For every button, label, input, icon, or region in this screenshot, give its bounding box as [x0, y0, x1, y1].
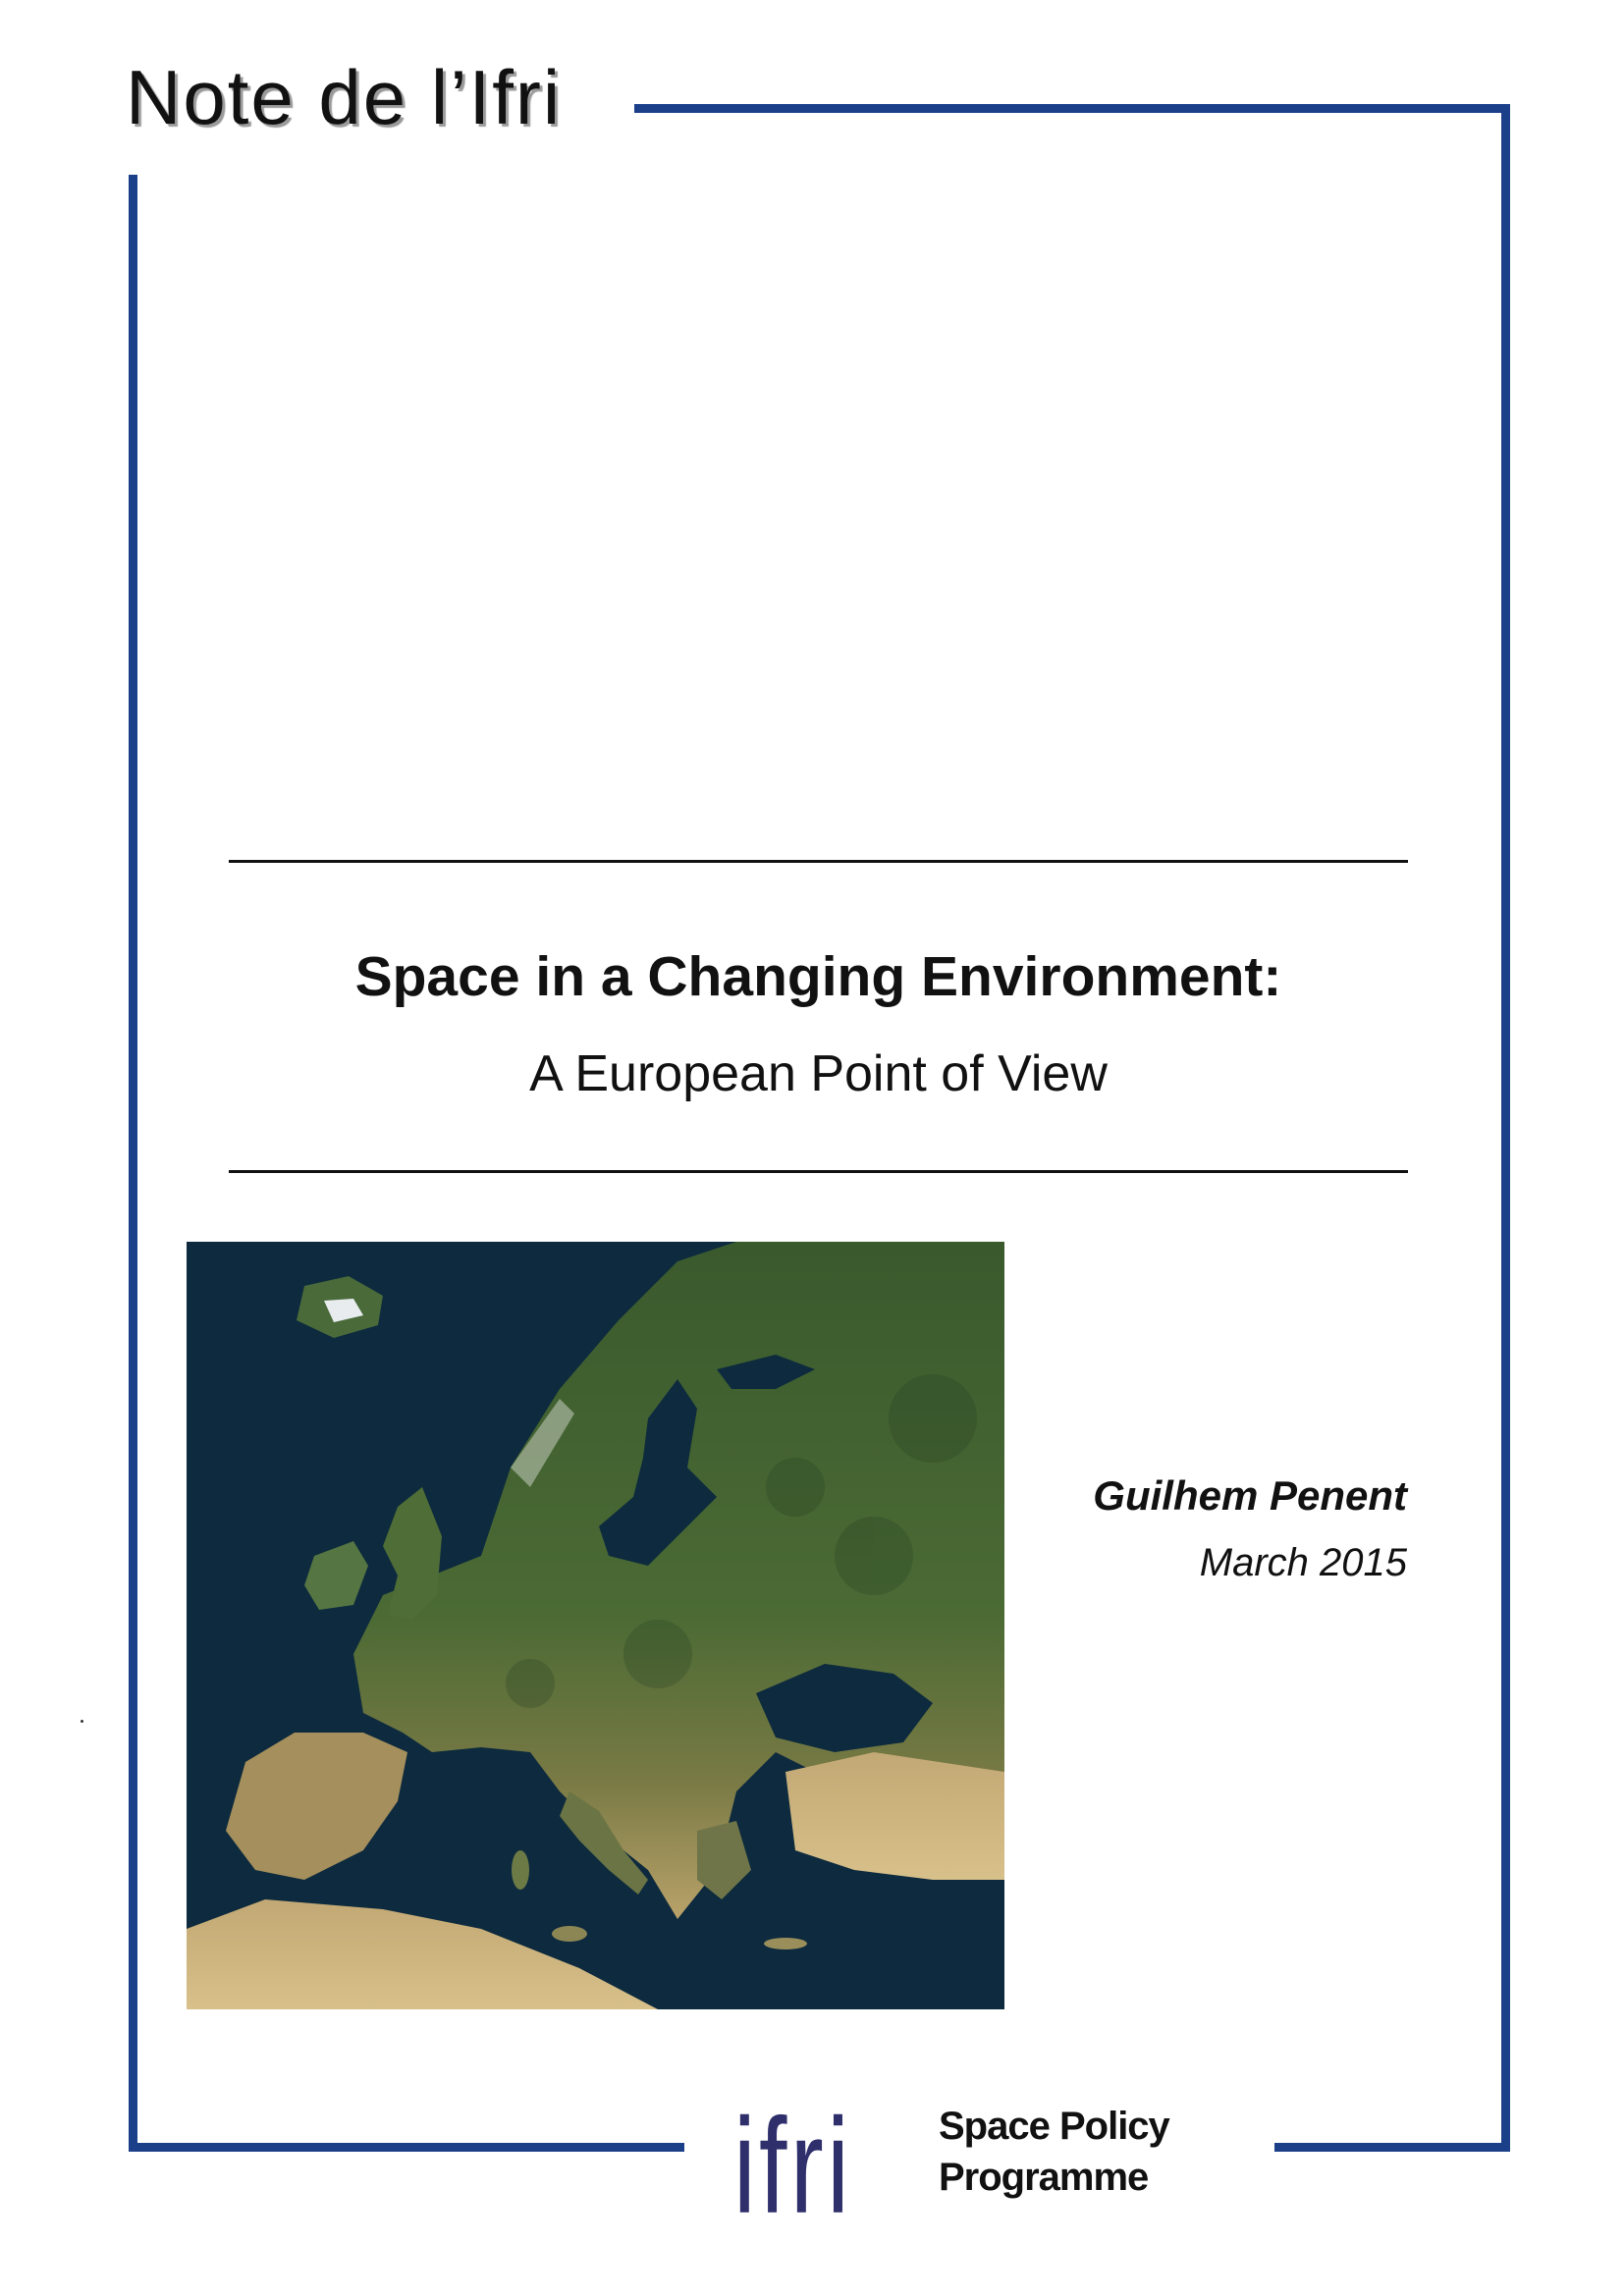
frame-bottom-right-line	[1274, 2143, 1510, 2152]
stray-dot	[81, 1720, 83, 1723]
europe-satellite-image	[187, 1242, 1004, 2009]
ifri-logo	[733, 2079, 891, 2226]
frame-left-line	[129, 175, 137, 2151]
report-title: Space in a Changing Environment:	[354, 945, 1282, 1008]
programme-line-2: Programme	[939, 2156, 1149, 2199]
frame-top-line	[634, 104, 1510, 113]
programme-label	[939, 2101, 1169, 2203]
frame-right-line	[1501, 104, 1510, 2151]
programme-line-1: Space Policy	[939, 2105, 1169, 2148]
frame-bottom-left-line	[129, 2143, 684, 2152]
ifri-logo-text: ifri	[733, 2089, 853, 2226]
author-name: Guilhem Penent	[1093, 1472, 1407, 1519]
title-rule-bottom	[229, 1170, 1408, 1173]
title-rule-top	[229, 860, 1408, 863]
publication-date: March 2015	[1199, 1541, 1407, 1584]
series-title: Note de l’Ifri	[126, 54, 563, 140]
report-subtitle: A European Point of View	[529, 1045, 1108, 1102]
